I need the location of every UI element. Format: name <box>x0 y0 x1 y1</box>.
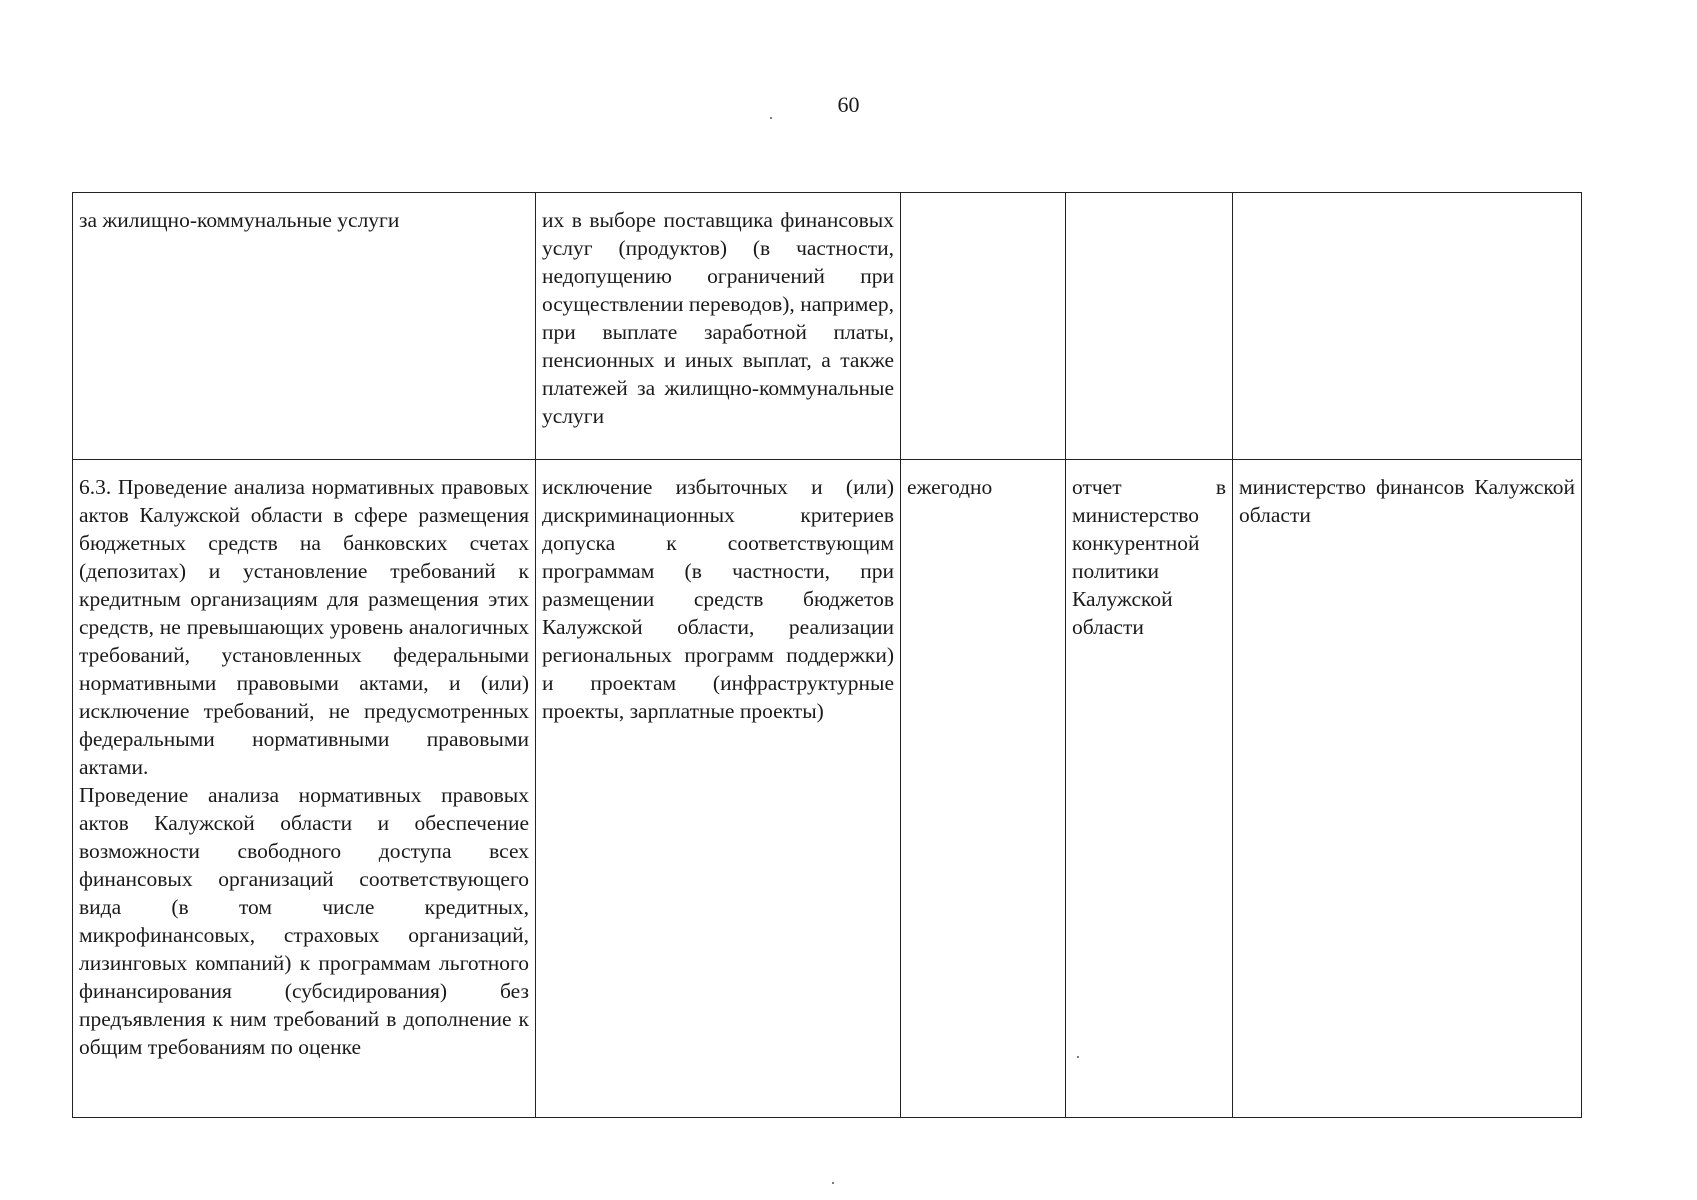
scan-speck <box>832 1182 834 1184</box>
deadline-cell <box>901 193 1066 460</box>
responsible-cell <box>1233 193 1582 460</box>
scan-speck <box>770 117 772 119</box>
measure-text: 6.3. Проведение анализа нормативных правовых актов Калужской области в сфере размещения бюджетных средств на банковских счетах (депозитах) и установление требований к кредитным организациям для размещения этих средств, не превышающих уровень аналогичных требований, установленных федеральными нормативными правовыми актами, и (или) исключение требований, не предусмотренных федеральными нормативными правовыми актами. <box>79 475 529 779</box>
page-number: 60 <box>837 92 860 117</box>
report-cell: отчет в министерство конкурентной политики Калужской области <box>1066 460 1233 1118</box>
responsible-cell: министерство финансов Калужской области <box>1233 460 1582 1118</box>
deadline-cell: ежегодно <box>901 460 1066 1118</box>
measure-text: Проведение анализа нормативных правовых актов Калужской области и обеспечение возможности свободного доступа всех финансовых организаций соответствующего вида (в том числе кредитных, микрофинансовых, страховых организаций, лизинговых компаний) к программам льготного финансирования (субсидирования) без предъявления к ним требований в дополнение к общим требованиям по оценке <box>79 783 529 1059</box>
scan-speck <box>1077 1056 1079 1058</box>
measures-table <box>72 192 1582 1118</box>
result-cell: их в выборе поставщика финансовых услуг (продуктов) (в частности, недопущению ограничений при осуществлении переводов), например, при выплате заработной платы, пенсионных и иных выплат, а также платежей за жилищно-коммунальные услуги <box>536 193 901 460</box>
measure-cell <box>73 193 536 460</box>
table-row <box>73 460 1582 1118</box>
result-cell: исключение избыточных и (или) дискриминационных критериев допуска к соответствующим программам (в частности, при размещении средств бюджетов Калужской области, реализации региональных программ поддержки) и проектам (инфраструктурные проекты, зарплатные проекты) <box>536 460 901 1118</box>
table-row <box>73 193 1582 460</box>
report-cell <box>1066 193 1233 460</box>
measure-cell <box>73 460 536 1118</box>
measure-text: за жилищно-коммунальные услуги <box>79 208 400 232</box>
